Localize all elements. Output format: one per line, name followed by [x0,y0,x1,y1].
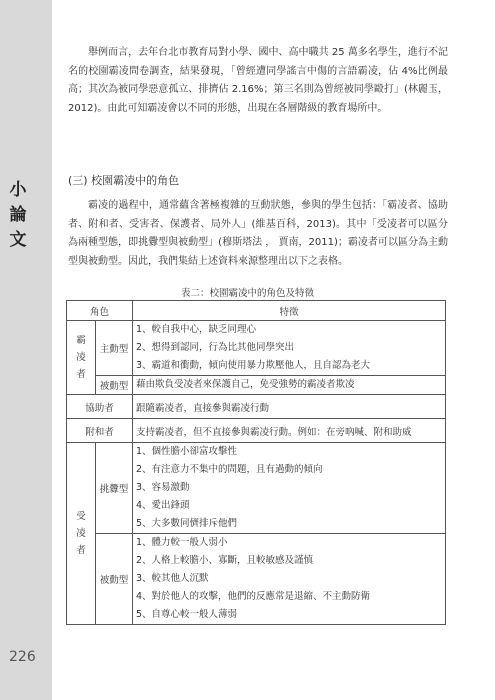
feature-item: 2、人格上較膽小、寡斷，且較敏感及謹慎 [136,555,314,566]
feature-item: 1、體力較一般人弱小 [136,537,228,548]
victim-provocative-label: 挑釁型 [96,443,133,534]
bully-char: 者 [76,369,86,380]
victim-char: 受 [76,511,86,522]
victim-char: 凌 [76,528,86,539]
feature-item: 4、愛出鋒頭 [136,500,190,511]
roles-table [66,300,446,625]
helper-label: 協助者 [67,395,133,419]
feature-item: 4、對於他人的攻擊，他們的反應常是退縮、不主動防衛 [136,591,371,602]
intro-paragraph: 舉例而言，去年台北市教育局對小學、國中、高中職共 25 萬多名學生，進行不記名的校園霸凌問卷調查，結果發現，「曾經遭同學謠言中傷的言語霸凌，佔 4%比例最高；其次為被同學惡意孤立、排擠佔 2.16%；第三名則為曾經被同學毆打」(林麗玉，2012)。由此可知霸凌會以不同的形態，出現在各層階級的教育場所中。 [68,47,448,114]
bully-active-label: 主動型 [96,321,133,376]
table-row [67,443,446,534]
feature-item: 藉由欺負受凌者來保護自己，免受強勢的霸凌者欺凌 [136,379,355,390]
supporter-feature: 支持霸凌者，但不直接參與霸凌行動。例如：在旁吶喊、附和助威 [133,419,446,443]
header-role: 角色 [67,301,133,321]
side-tab-char: 文 [9,230,27,250]
victim-provocative-features [133,443,446,534]
section-heading: (三) 校園霸凌中的角色 [68,174,180,187]
victim-passive-label: 被動型 [96,534,133,625]
supporter-label: 附和者 [67,419,133,443]
table-row [67,395,446,419]
bully-category [67,321,96,395]
feature-item: 2、想得到認同，行為比其他同學突出 [136,342,295,353]
feature-item: 5、自尊心較一般人薄弱 [136,609,238,620]
bully-active-features [133,321,446,376]
feature-item: 1、較自我中心，缺乏同理心 [136,324,257,335]
side-tab-char: 論 [9,205,27,225]
victim-passive-features [133,534,446,625]
page-number: 226 [9,649,36,665]
table-header-row [67,301,446,321]
table-row [67,419,446,443]
table-row [67,321,446,376]
feature-item: 3、霸道和衝動，傾向使用暴力欺壓他人，且自認為老大 [136,360,371,371]
victim-char: 者 [76,545,86,556]
side-bar [0,0,52,700]
feature-item: 3、較其他人沉默 [136,573,209,584]
feature-item: 1、個性膽小卻富攻擊性 [136,446,238,457]
bully-char: 凌 [76,352,86,363]
side-tab-label [8,178,28,253]
bully-char: 霸 [76,335,86,346]
bully-passive-label: 被動型 [96,376,133,395]
table-row [67,534,446,625]
feature-item: 2、有注意力不集中的問題，且有過動的傾向 [136,464,323,475]
bully-passive-features [133,376,446,395]
feature-item: 5、大多數同儕排斥他們 [136,518,238,529]
victim-category [67,443,96,625]
feature-item: 3、容易激動 [136,482,190,493]
table-caption: 表二：校園霸凌中的角色及特徵 [180,288,314,299]
header-feature: 特徵 [133,301,446,321]
helper-feature: 跟隨霸凌者，直接參與霸凌行動 [133,395,446,419]
side-tab-char: 小 [9,180,27,200]
section-paragraph: 霸凌的過程中，通常蘊含著極複雜的互動狀態，參與的學生包括：「霸凌者、協助者、附和者、受害者、保護者、局外人」(維基百科，2013)。其中「受凌者可以區分為兩種型態，即挑釁型與被動型」(穆斯塔法 ， 賈南，2011)；霸凌者可以區分為主動型與被動型。因此，我們集結上述資料來源整理出以下之表格。 [68,200,448,267]
table-row [67,376,446,395]
